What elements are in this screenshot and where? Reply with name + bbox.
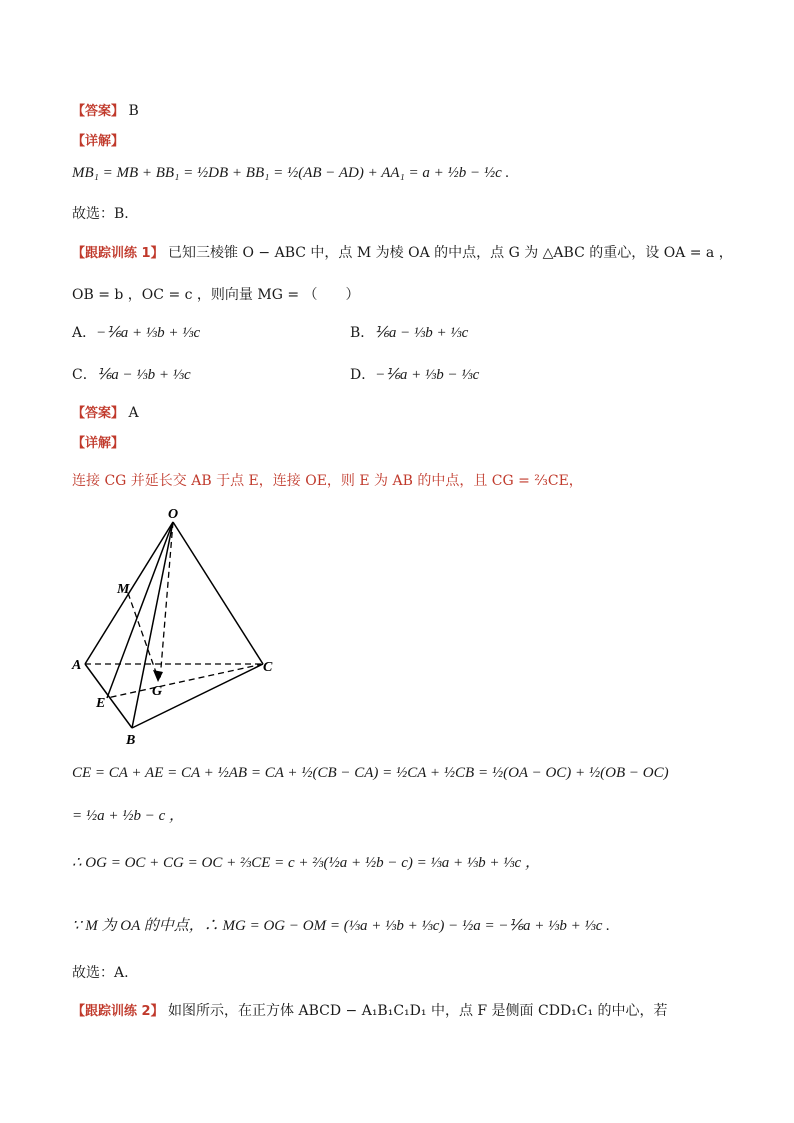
option-b <box>350 322 468 344</box>
track-2-text: 如图所示，在正方体 ABCD − A₁B₁C₁D₁ 中，点 F 是侧面 CDD₁C₁ 的中心，若 <box>168 1003 668 1019</box>
option-d-label: D． <box>350 367 376 383</box>
option-b-label: B． <box>350 325 375 341</box>
option-a-label: A． <box>72 325 97 341</box>
track-2-line <box>72 1000 668 1023</box>
track-1-line-2: OB = b ，OC = c ，则向量 MG = （ ） <box>72 287 360 303</box>
equation-2: = ½a + ½b − c ， <box>72 808 185 824</box>
arrow-MG-icon <box>153 670 163 682</box>
label-B: B <box>126 733 136 748</box>
label-A: A <box>72 658 82 673</box>
tetrahedron-figure <box>60 500 300 750</box>
answer-tag: 【答案】 <box>72 104 125 119</box>
option-d <box>350 364 479 386</box>
label-O: O <box>168 507 179 522</box>
equation-1: CE = CA + AE = CA + ½AB = CA + ½(CB − CA) = ½CA + ½CB = ½(OA − OC) + ½(OB − OC) <box>72 765 669 781</box>
option-a-expr: −⅙a + ⅓b + ⅓c <box>96 325 201 341</box>
option-a <box>72 322 200 344</box>
option-c-label: C． <box>72 367 97 383</box>
choose-2: 故选：A. <box>72 965 129 981</box>
detail-line-2 <box>72 432 124 455</box>
answer-line-1 <box>72 100 139 123</box>
equation-4: ∵ M 为 OA 的中点，∴ MG = OG − OM = (⅓a + ⅓b + ⅓c) − ½a = −⅙a + ⅓b + ⅓c . <box>72 918 610 934</box>
edge-OE <box>107 522 173 698</box>
equation-3: ∴ OG = OC + CG = OC + ⅔CE = c + ⅔(½a + ½b − c) = ⅓a + ⅓b + ⅓c ， <box>72 855 540 871</box>
formula-1: MB₁ = MB + BB₁ = ½DB + BB₁ = ½(AB − AD) + AA₁ = a + ½b − ½c . <box>72 165 510 181</box>
option-d-expr: −⅙a + ⅓b − ⅓c <box>375 367 480 383</box>
line-MG-hidden <box>128 593 158 678</box>
line-OG-hidden <box>160 522 173 680</box>
edge-AB <box>85 664 132 728</box>
answer-line-2 <box>72 402 139 425</box>
track-2-tag: 【跟踪训练 2】 <box>72 1004 164 1019</box>
detail-tag: 【详解】 <box>72 134 125 149</box>
track-1-text: 已知三棱锥 O − ABC 中，点 M 为棱 OA 的中点，点 G 为 △ABC 的重心，设 OA = a ， <box>168 245 733 261</box>
label-M: M <box>117 582 130 597</box>
edge-OC <box>173 522 263 664</box>
option-c <box>72 364 191 386</box>
option-b-expr: ⅙a − ⅓b + ⅓c <box>374 325 469 341</box>
option-c-expr: ⅙a − ⅓b + ⅓c <box>96 367 191 383</box>
track-1-tag: 【跟踪训练 1】 <box>72 246 164 261</box>
track-1-line <box>72 242 733 265</box>
answer-tag-2: 【答案】 <box>72 406 125 421</box>
label-C: C <box>263 660 273 675</box>
connect-text: 连接 CG 并延长交 AB 于点 E，连接 OE，则 E 为 AB 的中点，且 CG = ⅔CE， <box>72 473 583 489</box>
answer-value: B <box>128 103 139 119</box>
answer-value-2: A <box>128 405 139 421</box>
label-G: G <box>152 684 163 699</box>
line-CE-hidden <box>107 664 263 698</box>
detail-line-1 <box>72 130 124 153</box>
label-E: E <box>96 696 106 711</box>
choose-1: 故选：B. <box>72 206 129 222</box>
detail-tag-2: 【详解】 <box>72 436 125 451</box>
